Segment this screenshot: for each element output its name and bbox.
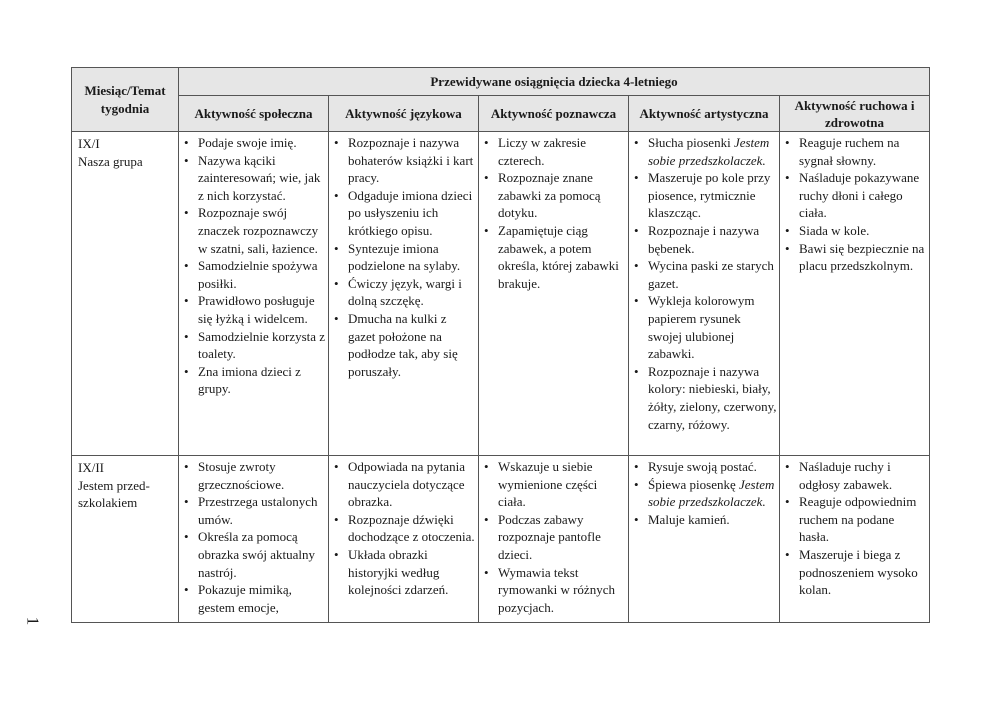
list-item: • Rozpoznaje swój znaczek rozpoznawczy w szatni, sali, łazience. <box>182 204 326 257</box>
list-item: • Prawidłowo posługuje się łyżką i widelcem. <box>182 292 326 327</box>
list-item: • Ćwiczy język, wargi i dolną szczękę. <box>332 275 476 310</box>
social-cell <box>179 456 329 623</box>
list-item-text: Słucha piosenki <box>648 135 731 150</box>
motor-health-cell <box>780 132 930 456</box>
list-item: • Rozpoznaje i nazywa kolory: niebieski, biały, żółty, zielony, czerwony, czarny, różowy. <box>632 363 777 433</box>
list-item: • Maszeruje i biega z podnoszeniem wysoko kolan. <box>783 546 927 599</box>
list-item: • Naśladuje ruchy i odgłosy zabawek. <box>783 458 927 493</box>
list-item: • Reaguje odpowiednim ruchem na podane hasła. <box>783 493 927 546</box>
list-item: • Nazywa kąciki zainteresowań; wie, jak z nich korzystać. <box>182 152 326 205</box>
list-item: • Reaguje ruchem na sygnał słowny. <box>783 134 927 169</box>
song-title: Jestem sobie przedszkolaczek. <box>648 476 775 510</box>
month-label: IX/II <box>78 460 104 475</box>
column-header-social: Aktywność społeczna <box>179 96 329 132</box>
language-cell <box>329 456 479 623</box>
month-label: IX/I <box>78 136 100 151</box>
list-item <box>632 476 777 511</box>
column-header-motor-health: Aktywność ruchowa i zdrowotna <box>780 96 930 132</box>
list-item: • Zna imiona dzieci z grupy. <box>182 363 326 398</box>
list-item: • Maszeruje po kole przy piosence, rytmicznie klaszcząc. <box>632 169 777 222</box>
list-item: • Siada w kole. <box>783 222 927 240</box>
cognitive-cell <box>479 132 629 456</box>
list-item: • Przestrzega ustalonych umów. <box>182 493 326 528</box>
cognitive-cell <box>479 456 629 623</box>
list-item: • Podczas zabawy rozpoznaje pantofle dzieci. <box>482 511 626 564</box>
list-item: • Układa obrazki historyjki według kolejności zdarzeń. <box>332 546 476 599</box>
language-cell <box>329 132 479 456</box>
social-cell <box>179 132 329 456</box>
list-item: • Stosuje zwroty grzecznościowe. <box>182 458 326 493</box>
list-item: • Podaje swoje imię. <box>182 134 326 152</box>
achievements-header: Przewidywane osiągnięcia dziecka 4-letniego <box>179 68 930 96</box>
list-item-text: Śpiewa piosenkę <box>648 476 736 492</box>
list-item: • Rozpoznaje dźwięki dochodzące z otoczenia. <box>332 511 476 546</box>
month-theme-cell <box>72 132 179 456</box>
list-item: • Wymawia tekst rymowanki w różnych pozycjach. <box>482 564 626 617</box>
theme-label: Jestem przed-szkolakiem <box>78 477 150 511</box>
activity-plan-table <box>71 67 930 623</box>
list-item: • Bawi się bezpiecznie na placu przedszkolnym. <box>783 240 927 275</box>
list-item: • Określa za pomocą obrazka swój aktualny nastrój. <box>182 528 326 581</box>
column-header-cognitive: Aktywność poznawcza <box>479 96 629 132</box>
column-header-artistic: Aktywność artystyczna <box>629 96 780 132</box>
month-theme-cell <box>72 456 179 623</box>
theme-label: Nasza grupa <box>78 153 143 169</box>
list-item <box>632 134 777 169</box>
list-item: • Wycina paski ze starych gazet. <box>632 257 777 292</box>
list-item: • Syntezuje imiona podzielone na sylaby. <box>332 240 476 275</box>
motor-health-cell <box>780 456 930 623</box>
list-item: • Odpowiada na pytania nauczyciela dotyczące obrazka. <box>332 458 476 511</box>
list-item: • Maluje kamień. <box>632 511 777 529</box>
table-row <box>72 456 930 623</box>
song-title: Jestem sobie przedszkolaczek. <box>648 135 770 168</box>
list-item: • Rysuje swoją postać. <box>632 458 777 476</box>
month-theme-header: Miesiąc/Temat tygodnia <box>72 68 179 132</box>
list-item: • Naśladuje pokazywane ruchy dłoni i całego ciała. <box>783 169 927 222</box>
list-item: • Samodzielnie korzysta z toalety. <box>182 328 326 363</box>
list-item: • Rozpoznaje znane zabawki za pomocą dotyku. <box>482 169 626 222</box>
list-item: • Pokazuje mimiką, gestem emocje, <box>182 581 326 616</box>
page-number: 1 <box>23 616 43 626</box>
list-item: • Liczy w zakresie czterech. <box>482 134 626 169</box>
artistic-cell <box>629 132 780 456</box>
list-item: • Rozpoznaje i nazywa bohaterów książki i kart pracy. <box>332 134 476 187</box>
column-header-language: Aktywność językowa <box>329 96 479 132</box>
list-item: • Wykleja kolorowym papierem rysunek swojej ulubionej zabawki. <box>632 292 777 362</box>
list-item: • Dmucha na kulki z gazet położone na podłodze tak, aby się poruszały. <box>332 310 476 380</box>
artistic-cell <box>629 456 780 623</box>
list-item: • Rozpoznaje i nazywa bębenek. <box>632 222 777 257</box>
list-item: • Samodzielnie spożywa posiłki. <box>182 257 326 292</box>
list-item: • Zapamiętuje ciąg zabawek, a potem określa, której zabawki brakuje. <box>482 222 626 292</box>
list-item: • Wskazuje u siebie wymienione części ciała. <box>482 458 626 511</box>
table-row <box>72 132 930 456</box>
list-item: • Odgaduje imiona dzieci po usłyszeniu ich krótkiego opisu. <box>332 187 476 240</box>
